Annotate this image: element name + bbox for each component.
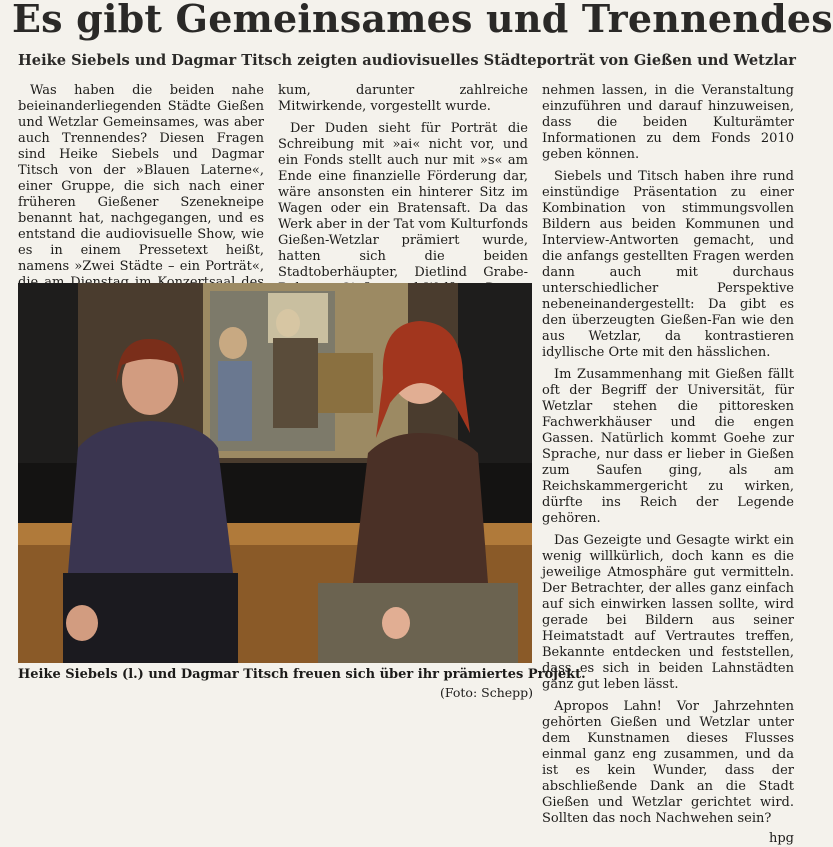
- paragraph: Was haben die beiden nahe beieinanderliegenden Städte Gießen und Wetzlar Gemeinsames, was aber auch Trennendes? Diesen Fragen sind Heike Siebels und Dagmar Titsch von der »Blauen Laterne«, einer Gruppe, die sich nach einer früheren Gießener Szenekneipe benannt hat, nachgegangen, und es entstand die audiovisuelle Show, wie es in einem Pressetext heißt, namens »Zwei Städte – ein Porträt«,: [18, 83, 264, 274]
- headline: Es gibt Gemeinsames und Trennendes: [12, 0, 833, 41]
- paragraph: Im Zusammenhang mit Gießen fällt oft der Begriff der Universität, für Wetzlar stehen die pittoresken Fachwerkhäuser und die engen Gassen. Natürlich kommt Goehe zur Sprache, nur dass er lieber in Gießen zum Saufen ging, als am Reichskammergericht zu wirken, dürfte ins Reich der Legende gehören.: [542, 367, 794, 526]
- text-column-1: [18, 83, 264, 273]
- paragraph: Das Gezeigte und Gesagte wirkt ein wenig willkürlich, doch kann es die jeweilige Atmosphäre gut vermitteln. Der Betrachter, der alles ganz einfach auf sich einwirken lassen sollte, wird gerade bei Bildern aus seiner Heimatstadt auf Vertrautes treffen, Bekannte entdecken und feststellen, dass es sich in beiden Lahnstädten ganz gut leben lässt.: [542, 533, 794, 692]
- photo-caption: Heike Siebels (l.) und Dagmar Titsch freuen sich über ihr prämiertes Projekt.: [18, 667, 586, 682]
- paragraph: kum, darunter zahlreiche Mitwirkende, vorgestellt wurde.: [278, 83, 528, 114]
- article-photo: [18, 283, 532, 663]
- paragraph: Apropos Lahn! Vor Jahrzehnten gehörten Gießen und Wetzlar unter dem Kunstnamen dieses Flusses einmal ganz eng zusammen, und da ist es kein Wunder, dass der abschließende Dank an die Stadt Gießen und Wetzlar gerichtet wird. Sollten das noch Nachwehen sein?: [542, 699, 794, 826]
- paragraph: nehmen lassen, in die Veranstaltung einzuführen und darauf hinzuweisen, dass die beiden Kulturämter Informationen zu dem Fonds 2010 geben können.: [542, 83, 794, 162]
- paragraph: Siebels und Titsch haben ihre rund einstündige Präsentation zu einer Kombination von stimmungsvollen Bildern aus beiden Kommunen und Interview-Antworten gemacht, und die anfangs gestellten Fragen werden dann auch mit durchaus unterschiedlicher Perspektive nebeneinandergestellt: Da gibt es den überzeugten Gießen-Fan wie den aus Wetzlar, da kontrastieren idyllische Orte mit den hässlichen.: [542, 169, 794, 360]
- photo-credit: (Foto: Schepp): [440, 685, 534, 700]
- text-column-3: [542, 83, 794, 846]
- subheadline: Heike Siebels und Dagmar Titsch zeigten audiovisuelles Städteporträt von Gießen und Wetzlar: [18, 52, 796, 69]
- paragraph: Der Duden sieht für Porträt die Schreibung mit »ai« nicht vor, und ein Fonds stellt auch nur mit »s« am Ende eine finanzielle Förderung dar, wäre ansonsten ein hinterer Sitz im Wagen oder ein Bratensaft. Da das Werk aber in der Tat vom Kulturfonds Gießen-Wetzlar prämiert wurde, hatten sich die beiden Stadtoberhäupter, Dietlind Grabe-: [278, 121, 528, 280]
- author-initials: hpg: [768, 831, 794, 846]
- text-column-2: [278, 83, 528, 280]
